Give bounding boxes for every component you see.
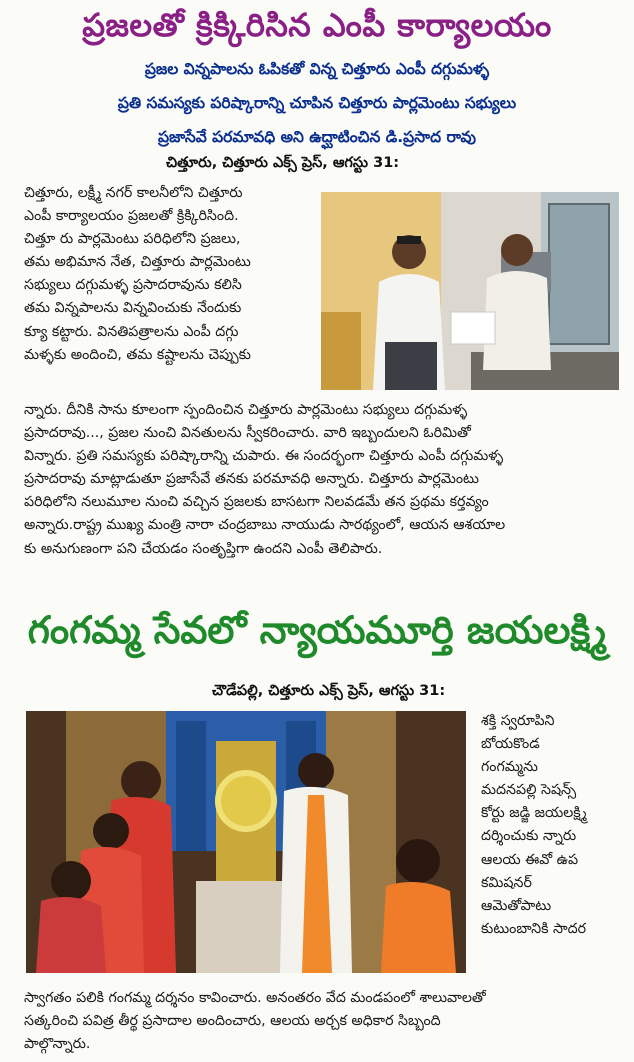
text-line: బోయకొండ — [481, 736, 540, 753]
article2-dateline: చౌడేపల్లి, చిత్తూరు ఎక్స్ ప్రెస్, ఆగస్టు 31: — [212, 683, 446, 699]
text-line: సత్కరించి పవిత్ర తీర్థ ప్రసాదాల అందించారు, ఆలయ అర్చక అధికార సిబ్బంది — [24, 1013, 441, 1030]
text-line: కోర్టు జడ్జి జయలక్ష్మి — [481, 805, 587, 822]
article1-subhead-1: ప్రజల విన్నపాలను ఓపికతో విన్న చిత్తూరు ఎంపీ దగ్గుమళ్ళ — [144, 60, 490, 78]
text-line: పరిధిలోని నలుమూల నుంచి వచ్చిన ప్రజలకు బాసటగా నిలవడమే తన ప్రథమ కర్తవ్యం — [24, 494, 489, 511]
temple-visit-illustration — [26, 711, 466, 973]
text-line: ఎంపీ కార్యాలయం ప్రజలతో క్రిక్కిరిసింది. — [24, 208, 239, 225]
text-line: దర్శించుకు న్నారు — [481, 828, 577, 845]
article2-photo — [26, 711, 466, 973]
text-line: తమ విన్నపాలను విన్నవించుకు నేందుకు — [24, 300, 242, 317]
text-line: మళ్ళకు అందించి, తమ కష్టాలను చెప్పుకు — [24, 346, 251, 363]
text-line: ప్రసాదరావు..., ప్రజల నుంచి వినతులను స్వీకరించారు. వారి ఇబ్బందులని ఓరిమితో — [24, 425, 471, 442]
text-line: తమ అభిమాన నేత, చిత్తూరు పార్లమెంటు — [24, 254, 251, 271]
article1-subhead-3: ప్రజాసేవే పరమావధి అని ఉద్ఘాటించిన డి.ప్రసాద రావు — [158, 128, 476, 146]
article2-narrow-text — [481, 710, 619, 941]
text-line: క్యూ కట్టారు. వినతిపత్రాలను ఎంపీ దగ్గు — [24, 323, 239, 340]
article2-headline: గంగమ్మ సేవలో న్యాయమూర్తి జయలక్ష్మి — [27, 608, 607, 652]
text-line: అన్నారు.రాష్ట్ర ముఖ్య మంత్రి నారా చంద్రబాబు నాయుడు సారథ్యంలో, ఆయన ఆశయాల — [24, 517, 506, 534]
text-line: కు అనుగుణంగా పని చేయడం సంతృప్తిగా ఉందని ఎంపీ తెలిపారు. — [24, 540, 383, 557]
text-line: పాల్గొన్నారు. — [24, 1036, 91, 1053]
text-line: న్నారు. దీనికి సాను కూలంగా స్పందించిన చిత్తూరు పార్లమెంటు సభ్యులు దగ్గుమళ్ళ — [24, 402, 468, 418]
text-line: ప్రసాదరావు మాట్లాడుతూ ప్రజాసేవే తనకు పరమావధి అన్నారు. చిత్తూరు పార్లమెంటు — [24, 471, 479, 488]
text-line: మదనపల్లి సెషన్స్ — [481, 782, 577, 799]
text-line: ఆమెతోపాటు — [481, 897, 552, 914]
office-meeting-illustration — [321, 192, 619, 390]
text-line: విన్నారు. ప్రతి సమస్యకు పరిష్కారాన్ని చుపారు. ఈ సందర్భంగా చిత్తూరు ఎంపీ దగ్గుమళ్ళ — [24, 448, 504, 465]
article1-headline: ప్రజలతో క్రిక్కిరిసిన ఎంపీ కార్యాలయం — [82, 6, 552, 44]
text-line: చిత్తూ రు పార్లమెంటు పరిధిలోని ప్రజలు, — [24, 231, 241, 248]
text-line: ఆలయ ఈవో ఉప — [481, 851, 579, 868]
article1-wide-text — [24, 399, 505, 561]
article1-narrow-text — [24, 182, 251, 367]
text-line: సభ్యులు దగ్గుమళ్ళ ప్రసాదరావును కలిసి — [24, 277, 242, 294]
text-line: స్వాగతం పలికి గంగమ్మ దర్శనం కావించారు. అనంతరం వేద మండపంలో శాలువాలతో — [24, 990, 486, 1006]
article1-photo — [321, 192, 619, 390]
text-line: గంగమ్మను — [481, 759, 538, 776]
article1-dateline: చిత్తూరు, చిత్తూరు ఎక్స్ ప్రెస్, ఆగస్టు 31: — [166, 155, 400, 171]
article2-wide-text — [24, 987, 486, 1056]
text-line: చిత్తూరు, లక్ష్మీ నగర్ కాలనీలోని చిత్తూరు — [24, 185, 243, 201]
text-line: కమిషనర్ — [481, 874, 532, 891]
text-line: శక్తి స్వరూపిని — [481, 713, 555, 729]
article1-subhead-2: ప్రతి సమస్యకు పరిష్కారాన్ని చూపిన చిత్తూరు పార్లమెంటు సభ్యులు — [117, 94, 517, 112]
text-line: కుటుంబానికి సాదర — [481, 920, 587, 937]
